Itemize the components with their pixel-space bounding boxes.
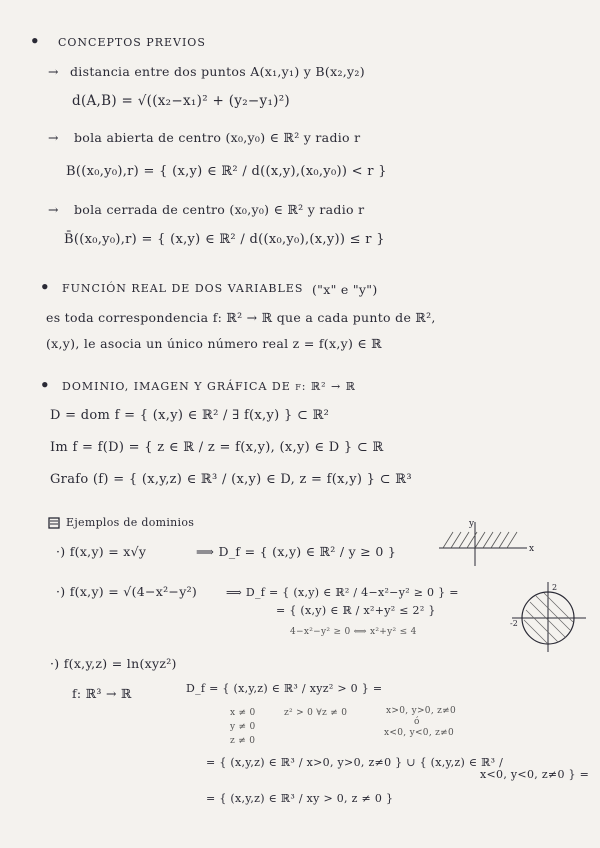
open-ball-formula: B((x₀,y₀),r) = { (x,y) ∈ ℝ² / d((x,y),(x₀,y₀)) < r } — [66, 164, 387, 179]
x-axis-label: x — [529, 544, 535, 554]
checkbox-icon — [48, 517, 60, 529]
condition-z: z ≠ 0 — [230, 736, 256, 746]
arrow-icon: → — [48, 64, 59, 79]
example-3-domain-2b: x<0, y<0, z≠0 } = — [480, 768, 590, 781]
section-title-dominio: DOMINIO, IMAGEN Y GRÁFICA DE f: ℝ² → ℝ — [62, 380, 356, 393]
section-title-conceptos: CONCEPTOS PREVIOS — [58, 36, 206, 49]
distance-formula: d(A,B) = √((x₂−x₁)² + (y₂−y₁)²) — [72, 93, 291, 109]
example-1-domain: ⟹ D_f = { (x,y) ∈ ℝ² / y ≥ 0 } — [196, 544, 397, 559]
example-2-note: 4−x²−y² ≥ 0 ⟺ x²+y² ≤ 4 — [290, 627, 417, 637]
section-title-funcion: FUNCIÓN REAL DE DOS VARIABLES — [62, 282, 304, 295]
example-3-domain-2: = { (x,y,z) ∈ ℝ³ / x>0, y>0, z≠0 } ∪ { (x,y,z) ∈ ℝ³ / — [206, 756, 504, 769]
radius-neg-label: -2 — [510, 619, 518, 628]
example-3-domain-3: = { (x,y,z) ∈ ℝ³ / xy > 0, z ≠ 0 } — [206, 792, 394, 805]
image-definition: Im f = f(D) = { z ∈ ℝ / z = f(x,y), (x,y) ∈ D } ⊂ ℝ — [50, 440, 384, 455]
radius-label: 2 — [552, 583, 558, 592]
condition-case-2: x<0, y<0, z≠0 — [384, 728, 455, 738]
definition-line-1: es toda correspondencia f: ℝ² → ℝ que a cada punto de ℝ², — [46, 310, 436, 325]
y-axis-label: y — [469, 519, 475, 529]
arrow-icon: → — [48, 202, 59, 217]
bullet: • — [30, 32, 40, 50]
definition-line-2: (x,y), le asocia un único número real z = f(x,y) ∈ ℝ — [46, 336, 382, 351]
bullet: • — [40, 278, 50, 296]
example-2-domain-2: = { (x,y) ∈ ℝ / x²+y² ≤ 2² } — [276, 604, 436, 617]
condition-case-1: x>0, y>0, z≠0 — [386, 706, 457, 716]
example-2-function: ·) f(x,y) = √(4−x²−y²) — [56, 584, 198, 599]
closed-ball-formula: B̄((x₀,y₀),r) = { (x,y) ∈ ℝ² / d((x₀,y₀),(x,y)) ≤ r } — [64, 232, 385, 247]
example-3-domain-1: D_f = { (x,y,z) ∈ ℝ³ / xyz² > 0 } = — [186, 682, 383, 695]
condition-z-squared: z² > 0 ∀z ≠ 0 — [284, 708, 348, 718]
example-3-map: f: ℝ³ → ℝ — [72, 686, 132, 701]
open-ball-label: bola abierta de centro (x₀,y₀) ∈ ℝ² y radio r — [74, 130, 361, 145]
condition-x: x ≠ 0 — [230, 708, 256, 718]
disc-graph — [508, 580, 588, 656]
condition-y: y ≠ 0 — [230, 722, 256, 732]
example-2-domain-1: ⟹ D_f = { (x,y) ∈ ℝ² / 4−x²−y² ≥ 0 } = — [226, 586, 459, 599]
section-aside: ("x" e "y") — [312, 282, 378, 297]
example-3-function: ·) f(x,y,z) = ln(xyz²) — [50, 656, 177, 671]
condition-or: ó — [414, 717, 420, 727]
example-1-function: ·) f(x,y) = x√y — [56, 544, 147, 559]
bullet: • — [40, 376, 50, 394]
half-plane-graph — [435, 518, 535, 568]
arrow-icon: → — [48, 130, 59, 145]
graph-definition: Grafo (f) = { (x,y,z) ∈ ℝ³ / (x,y) ∈ D, z = f(x,y) } ⊂ ℝ³ — [50, 472, 412, 487]
domain-definition: D = dom f = { (x,y) ∈ ℝ² / ∃ f(x,y) } ⊂ ℝ² — [50, 408, 330, 423]
section-title-ejemplos: Ejemplos de dominios — [66, 516, 195, 529]
closed-ball-label: bola cerrada de centro (x₀,y₀) ∈ ℝ² y radio r — [74, 202, 365, 217]
distance-label: distancia entre dos puntos A(x₁,y₁) y B(x₂,y₂) — [70, 64, 365, 79]
